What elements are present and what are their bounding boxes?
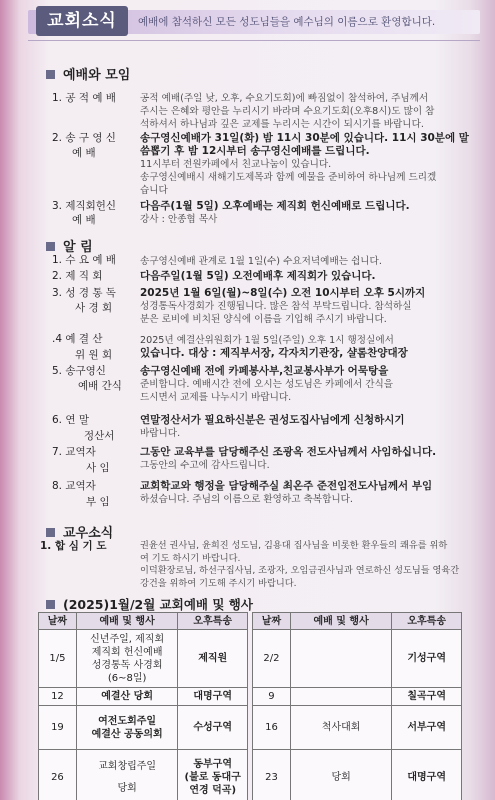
header	[0, 0, 495, 44]
header-subtitle: 예배에 참석하신 모든 성도님들을 예수님의 이름으로 환영합니다.	[138, 16, 436, 28]
notice-2-text	[140, 270, 485, 283]
notice-1-label: 1. 수 요 예 배	[52, 254, 116, 266]
header-divider	[28, 40, 480, 41]
col-header-event: 예배 및 행사	[290, 613, 391, 630]
cell-special: 기성구역	[392, 630, 462, 688]
text-line: 교회학교와 행정을 담당해주실 최온주 준전임전도사님께서 부임	[140, 480, 433, 492]
notice-7-label-b: 사 임	[86, 462, 110, 474]
notice-3-text	[140, 287, 485, 326]
text-line: 씀뽑기 후 밤 12시부터 송구영신예배를 드립니다.	[140, 145, 370, 157]
notice-8-label-b: 부 임	[86, 496, 110, 508]
notice-3-label-a: 3. 성 경 통 독	[52, 287, 116, 299]
notice-7-text	[140, 446, 485, 472]
cell-special: 칠곡구역	[392, 688, 462, 706]
text-line: 공적 예배(주일 낮, 오후, 수요기도회)에 빠짐없이 참석하여, 주님께서	[140, 93, 429, 104]
members-text	[140, 540, 485, 590]
cell-date: 12	[39, 688, 77, 706]
cell-event: 신년주일, 제직회 제직회 헌신예배 성경통독 사경회 (6~8일)	[76, 630, 177, 688]
cell-event: 여전도회주일 예결산 공동의회	[76, 706, 177, 750]
text-line: 이덕환장로님, 하선구집사님, 조광자, 오임금권사님과 연로하신 성도님들 영육간	[140, 565, 460, 576]
col-header-event: 예배 및 행사	[76, 613, 177, 630]
cell-event: 예결산 당회	[76, 688, 177, 706]
notice-3-label-b: 사 경 회	[75, 302, 113, 314]
notice-2-label: 2. 제 직 회	[52, 270, 103, 282]
cell-event: 척사대회	[290, 706, 391, 750]
table-row	[39, 706, 248, 750]
text-line: 11시부터 전원카페에서 친교나눔이 있습니다.	[140, 159, 332, 170]
cell-special: 대명구역	[178, 688, 248, 706]
table-row	[253, 630, 462, 688]
cell-special: 서부구역	[392, 706, 462, 750]
text-line: 연말정산서가 필요하신분은 권성도집사님에게 신청하시기	[140, 414, 405, 426]
cell-date: 26	[39, 750, 77, 800]
text-line: 그동안 교육부를 담당해주신 조광옥 전도사님께서 사임하십니다.	[140, 446, 437, 458]
table-row	[253, 750, 462, 800]
text-line: 송구영신예배 관계로 1월 1일(수) 수요저녁예배는 쉽니다.	[140, 256, 382, 267]
notices-section-title: 알 림	[46, 236, 93, 255]
table-row	[253, 706, 462, 750]
notice-8-text	[140, 480, 485, 506]
text-line: 그동안의 수고에 감사드립니다.	[140, 460, 270, 471]
schedule-table-left	[38, 612, 248, 800]
square-bullet-icon	[46, 528, 55, 537]
col-header-date: 날짜	[39, 613, 77, 630]
worship-section-title: 예배와 모임	[46, 64, 130, 83]
text-line: 다음주(1월 5일) 오후예배는 제직회 헌신예배로 드립니다.	[140, 200, 410, 212]
cell-date: 9	[253, 688, 291, 706]
text-line: 습니다	[140, 185, 168, 196]
cell-special: 동부구역 (불로 동대구 연경 덕곡)	[178, 750, 248, 800]
notice-6-text	[140, 414, 485, 440]
text-line: 드시면서 교제를 나누시기 바랍니다.	[140, 392, 292, 403]
col-header-special: 오후특송	[392, 613, 462, 630]
text-line: 석하셔서 하나님과 깊은 교제를 누리시는 시간이 되시기를 바랍니다.	[140, 119, 424, 130]
worship-item-3-label-b: 예 배	[72, 214, 96, 226]
notice-6-label-b: 정산서	[84, 430, 115, 442]
worship-item-1-text	[140, 92, 485, 131]
text-line: 권윤선 권사님, 윤희진 성도님, 김용대 집사님을 비롯한 환우들의 쾌유를 위하	[140, 540, 448, 551]
header-tab: 교회소식	[36, 6, 128, 36]
text-line: 성경통독사경회가 진행됩니다. 많은 참석 부탁드립니다. 참석하실	[140, 301, 412, 312]
cell-event: 당회	[290, 750, 391, 800]
text-line: 2025년 예결산위원회가 1월 5일(주일) 오후 1시 행정실에서	[140, 335, 394, 346]
table-row	[39, 750, 248, 800]
text-line: 송구영신예배시 새해기도제목과 함께 예물을 준비하여 하나님께 드리겠	[140, 172, 437, 183]
notice-4-text	[140, 334, 485, 360]
text-line: 강건을 위하여 기도해 주시기 바랍니다.	[140, 577, 297, 589]
worship-item-1-label: 1. 공 적 예 배	[52, 92, 116, 104]
notice-6-label-a: 6. 연 말	[52, 414, 89, 426]
worship-item-2-label-a: 2. 송 구 영 신	[52, 132, 116, 144]
schedule-title: (2025)1월/2월 교회예배 및 행사	[46, 595, 253, 613]
text-line: 하셨습니다. 주님의 이름으로 환영하고 축복합니다.	[140, 494, 353, 505]
cell-event: 교회창립주일 당회	[76, 750, 177, 800]
col-header-date: 날짜	[253, 613, 291, 630]
notice-7-label-a: 7. 교역자	[52, 446, 96, 458]
text-line: 강사 : 안종협 목사	[140, 214, 218, 225]
members-label: 1. 합 심 기 도	[40, 540, 107, 552]
cell-date: 1/5	[39, 630, 77, 688]
text-line: 주시는 은혜와 평안을 누리시기 바라며 수요기도회(오후8시)도 많이 참	[140, 106, 435, 117]
cell-special: 수성구역	[178, 706, 248, 750]
members-section-title: 교우소식	[46, 522, 113, 541]
worship-item-3-text	[140, 200, 485, 226]
text-line: 바랍니다.	[140, 428, 181, 439]
worship-item-2-label-b: 예 배	[72, 147, 96, 159]
table-row	[39, 688, 248, 706]
notice-4-label-a: .4 예 결 산	[52, 333, 103, 345]
text-line: 2025년 1월 6일(월)~8일(수) 오전 10시부터 오후 5시까지	[140, 287, 426, 299]
text-line: 송구영신예배 전에 카페봉사부,친교봉사부가 어묵탕을	[140, 365, 389, 377]
notice-5-label-b: 예배 간식	[78, 380, 122, 392]
notice-5-text	[140, 365, 485, 404]
cell-date: 16	[253, 706, 291, 750]
square-bullet-icon	[46, 70, 55, 79]
cell-date: 23	[253, 750, 291, 800]
cell-date: 19	[39, 706, 77, 750]
worship-item-3-label-a: 3. 제직회헌신	[52, 200, 117, 212]
cell-event	[290, 688, 391, 706]
table-row	[253, 688, 462, 706]
col-header-special: 오후특송	[178, 613, 248, 630]
text-line: 분은 로비에 비치된 양식에 이름을 기입해 주시기 바랍니다.	[140, 314, 387, 325]
text-line: 다음주일(1월 5일) 오전예배후 제직회가 있습니다.	[140, 270, 376, 282]
text-line: 송구영신예배가 31일(화) 밤 11시 30분에 있습니다. 11시 30분에 말	[140, 132, 469, 144]
text-line: 여 기도 하시기 바랍니다.	[140, 552, 241, 564]
schedule-table-right	[252, 612, 462, 800]
worship-item-2-text	[140, 132, 485, 197]
text-line: 있습니다. 대상 : 제직부서장, 각자치기관장, 샬롬찬양대장	[140, 347, 408, 359]
cell-special: 대명구역	[392, 750, 462, 800]
square-bullet-icon	[46, 242, 55, 251]
notice-4-label-b: 위 원 회	[75, 349, 113, 361]
cell-special: 제직원	[178, 630, 248, 688]
text-line: 준비합니다. 예배시간 전에 오시는 성도님은 카페에서 간식을	[140, 379, 394, 390]
table-row	[39, 630, 248, 688]
notice-1-text	[140, 255, 485, 268]
cell-date: 2/2	[253, 630, 291, 688]
square-bullet-icon	[46, 600, 55, 609]
notice-8-label-a: 8. 교역자	[52, 480, 96, 492]
cell-event	[290, 630, 391, 688]
notice-5-label-a: 5. 송구영신	[52, 365, 106, 377]
